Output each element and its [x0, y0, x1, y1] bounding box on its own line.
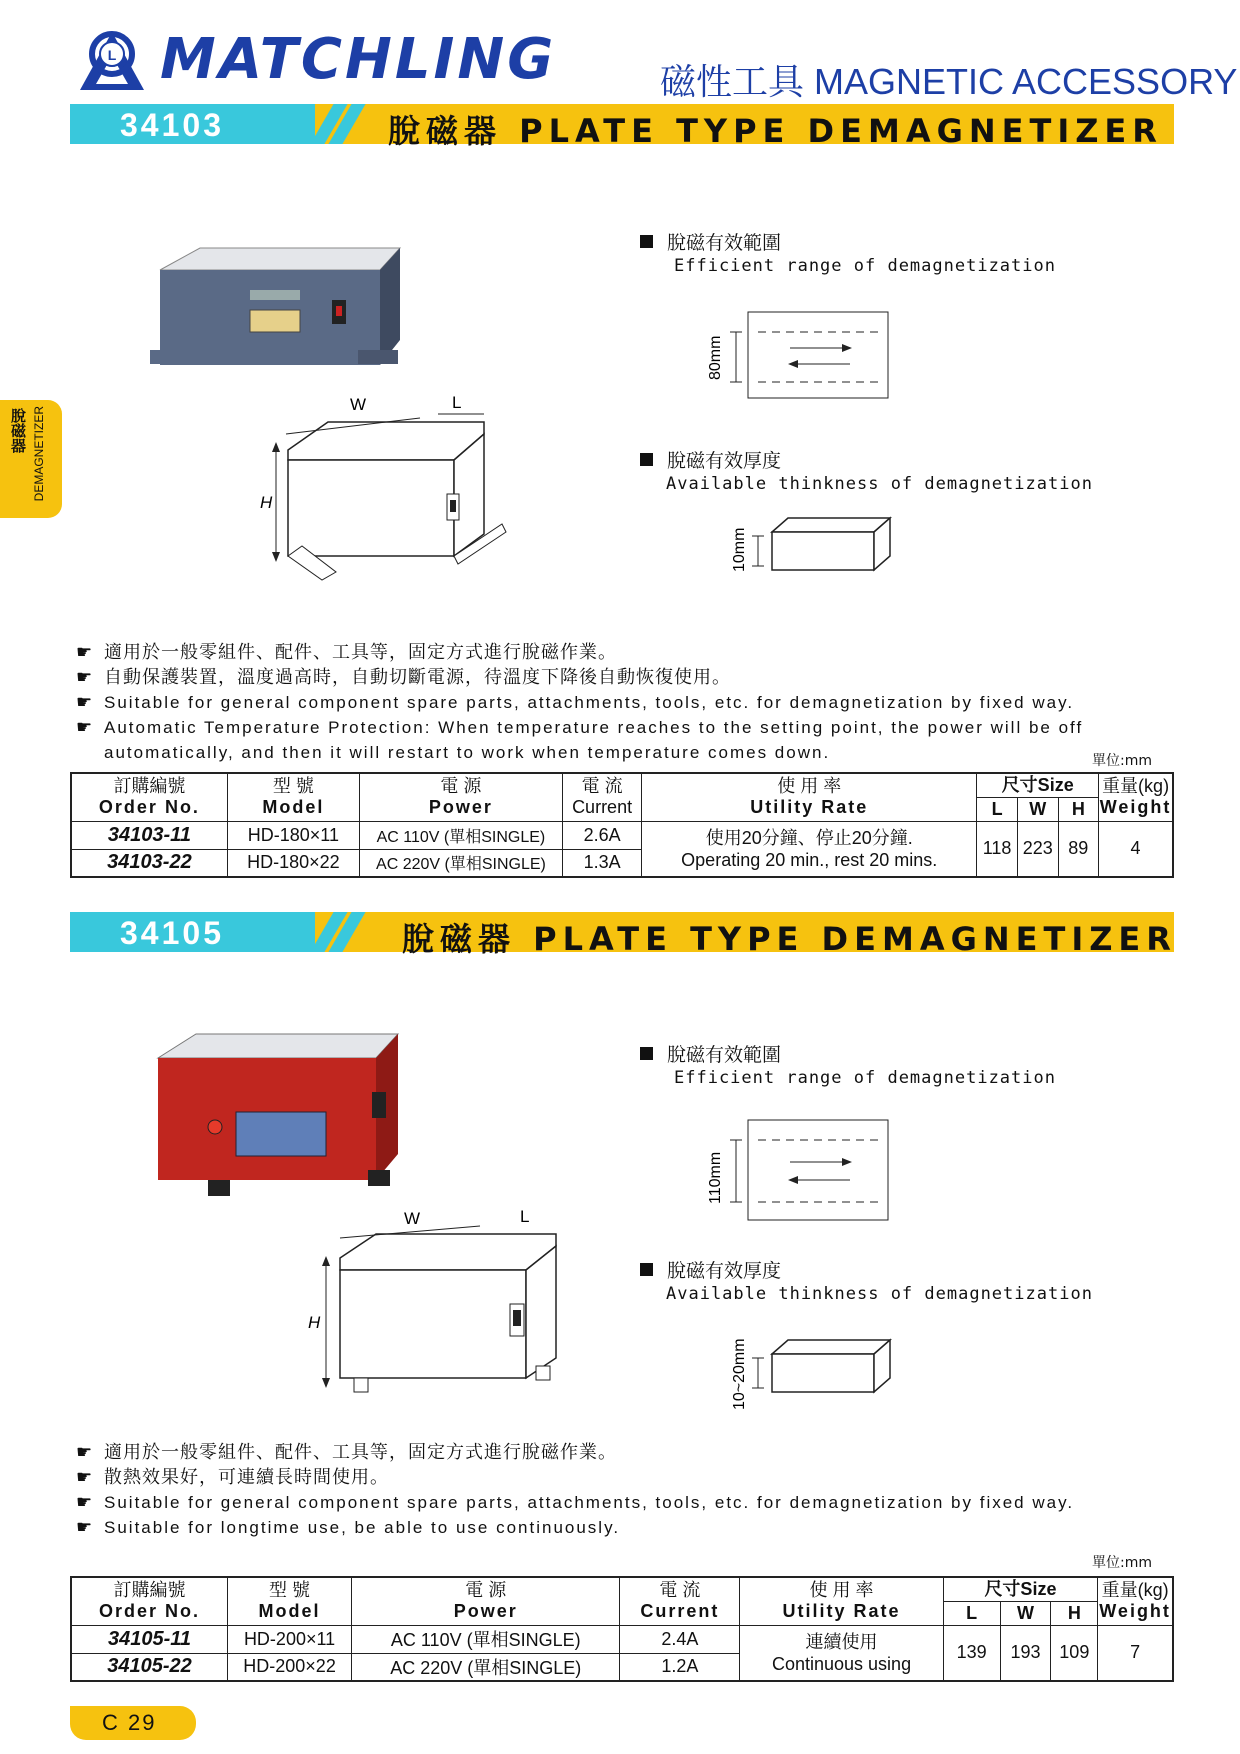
svg-text:L: L — [107, 47, 117, 63]
unit-label: 單位:mm — [1092, 1555, 1152, 1571]
spec-table-34103: 訂購編號 Order No. 型 號 Model 電 源 Power 電 流 Current 使 用 率 Utility Rate 尺寸Size 重量(kg) Weight L W H 34103-11 HD-180×11 AC 110V (單相SINGLE) 2.6A 使用20分鐘、停止20分鐘. Operating 20 min., rest 20 mins. 118 223 89 4 34103-22 HD-180×22 AC 220V (單相SINGLE) 1.3A — [70, 772, 1174, 878]
bullet-item: ☛ Suitable for general component spare parts, attachments, tools, etc. for demagnetization by fixed way. — [76, 690, 1186, 715]
bullet-item: ☛ Suitable for general component spare parts, attachments, tools, etc. for demagnetization by fixed way. — [76, 1490, 1186, 1515]
thick-zh-label: 脫磁有效厚度 — [640, 446, 781, 473]
bullet-item: ☛ 適用於一般零組件、配件、工具等，固定方式進行脫磁作業。 — [76, 1440, 1186, 1465]
dimension-diagram-34103 — [260, 393, 562, 602]
section-code: 34103 — [120, 107, 224, 143]
section-title: 脫磁器 PLATE TYPE DEMAGNETIZER — [388, 112, 1163, 150]
section-title: 脫磁器 PLATE TYPE DEMAGNETIZER — [402, 920, 1177, 958]
bullet-item: ☛ Suitable for longtime use, be able to use continuously. — [76, 1515, 1186, 1540]
side-tab-zh: 脫磁器 — [9, 408, 27, 453]
page-number: C 29 — [70, 1706, 196, 1740]
product-photo-34105 — [148, 1030, 408, 1200]
diagram-l-label: L — [520, 1207, 530, 1226]
section-bar-34105 — [70, 912, 1177, 958]
bullet-item: ☛ 自動保護裝置，溫度過高時，自動切斷電源，待溫度下降後自動恢復使用。 — [76, 665, 1186, 690]
range-dim-label: 80mm — [707, 335, 724, 380]
unit-label: 單位:mm — [1092, 753, 1152, 769]
diagram-l-label: L — [452, 393, 462, 412]
range-diagram-34105 — [700, 1118, 900, 1222]
side-tab — [0, 400, 62, 518]
diagram-w-label: W — [404, 1209, 421, 1228]
table-row: 34103-11 HD-180×11 AC 110V (單相SINGLE) 2.6A 使用20分鐘、停止20分鐘. Operating 20 min., rest 20 mins. 118 223 89 4 — [71, 821, 1173, 849]
side-tab-en: DEMAGNETIZER — [32, 406, 46, 502]
bullet-item: ☛ 適用於一般零組件、配件、工具等，固定方式進行脫磁作業。 — [76, 640, 1186, 665]
diagram-h-label: H — [260, 493, 273, 512]
product-photo-34103 — [140, 240, 410, 410]
bullet-item: ☛ 散熱效果好，可連續長時間使用。 — [76, 1465, 1186, 1490]
range-dim-label: 110mm — [707, 1151, 724, 1204]
range-zh-label: 脫磁有效範圍 — [640, 1040, 781, 1067]
thick-dim-label: 10mm — [731, 527, 748, 572]
bullet-list-34103 — [76, 640, 1186, 765]
range-en-label: Efficient range of demagnetization — [674, 256, 1056, 276]
spec-table-34105: 訂購編號 Order No. 型 號 Model 電 源 Power 電 流 Current 使 用 率 Utility Rate 尺寸Size 重量(kg) Weight L W H 34105-11 HD-200×11 AC 110V (單相SINGLE) 2.4A 連續使用 Continuous using 139 193 109 7 34105-22 HD-200×22 AC 220V (單相SINGLE) 1.2A — [70, 1576, 1174, 1682]
brand-name: MATCHLING — [160, 27, 557, 92]
range-zh-label: 脫磁有效範圍 — [640, 228, 781, 255]
category-title: 磁性工具 MAGNETIC ACCESSORY — [660, 61, 1238, 102]
section-bar-34103 — [70, 104, 1174, 150]
diagram-h-label: H — [308, 1313, 321, 1332]
range-en-label: Efficient range of demagnetization — [674, 1068, 1056, 1088]
thick-zh-label: 脫磁有效厚度 — [640, 1256, 781, 1283]
section-code: 34105 — [120, 915, 224, 951]
thick-en-label: Available thinkness of demagnetization — [666, 474, 1093, 494]
thickness-diagram-34105 — [720, 1318, 900, 1414]
bullet-list-34105 — [76, 1440, 1186, 1540]
thick-en-label: Available thinkness of demagnetization — [666, 1284, 1093, 1304]
bullet-item: ☛ Automatic Temperature Protection: When temperature reaches to the setting point, the power will be off automatically, and then it will restart to work when temperature comes down. — [76, 715, 1186, 765]
thick-dim-label: 10~20mm — [731, 1338, 748, 1410]
range-diagram-34103 — [700, 310, 900, 400]
thickness-diagram-34103 — [720, 510, 900, 580]
table-row: 34105-11 HD-200×11 AC 110V (單相SINGLE) 2.4A 連續使用 Continuous using 139 193 109 7 — [71, 1625, 1173, 1653]
dimension-diagram-34105 — [304, 1207, 584, 1408]
table-row: 34103-22 HD-180×22 AC 220V (單相SINGLE) 1.3A — [71, 849, 1173, 877]
table-row: 34105-22 HD-200×22 AC 220V (單相SINGLE) 1.2A — [71, 1653, 1173, 1681]
matchling-emblem-icon — [72, 24, 152, 94]
diagram-w-label: W — [350, 395, 367, 414]
